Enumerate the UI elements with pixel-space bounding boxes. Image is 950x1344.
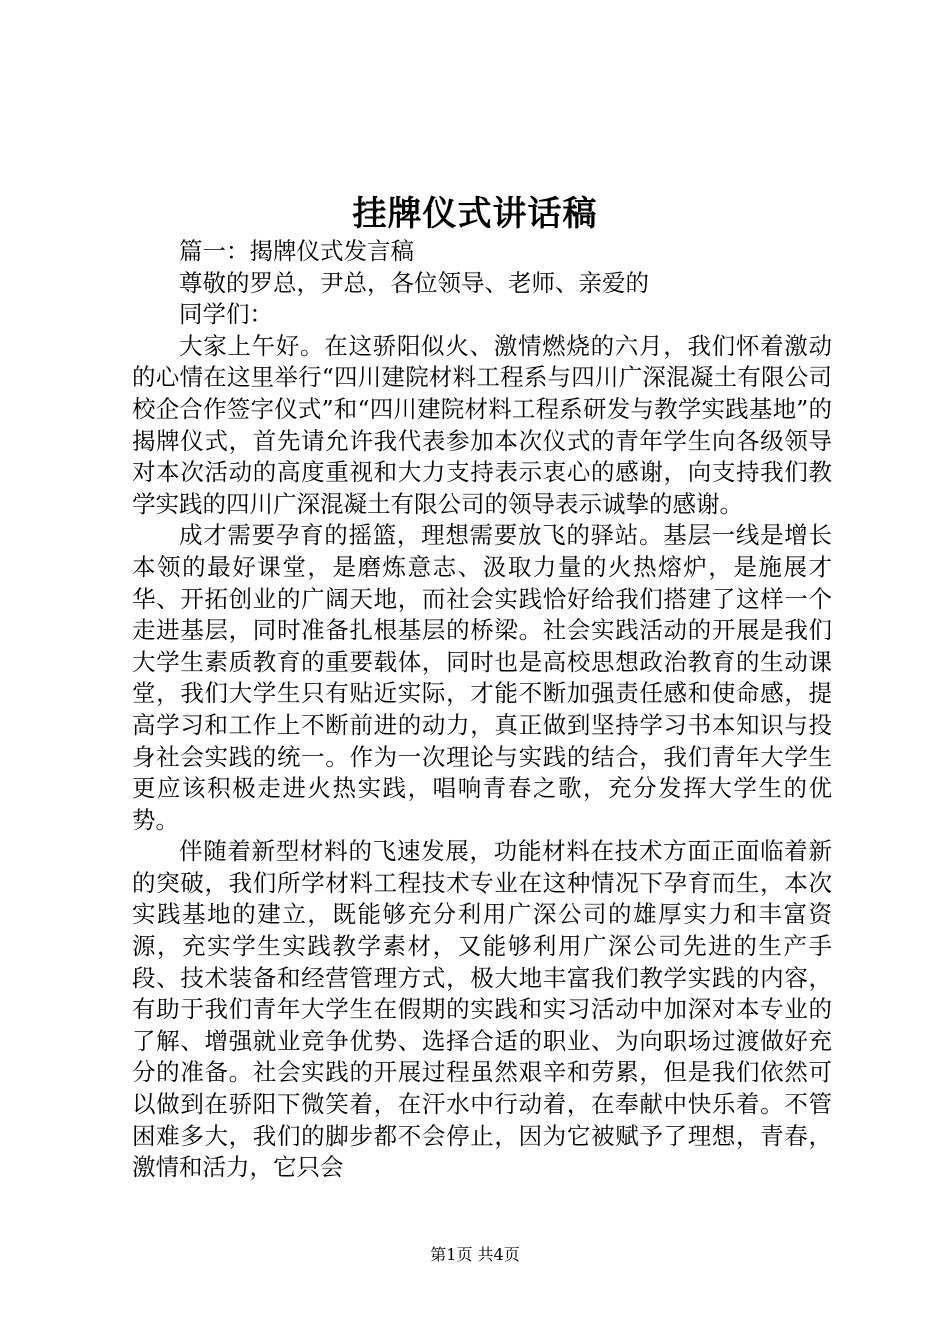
body-paragraph: 大家上午好。在这骄阳似火、激情燃烧的六月，我们怀着激动的心情在这里举行“四川建院材料工程系与四川广深混凝土有限公司校企合作签字仪式”和“四川建院材料工程系研发与教学实践基地”的揭牌仪式，首先请允许我代表参加本次仪式的青年学生向各级领导对本次活动的高度重视和大力支持表示衷心的感谢，向支持我们教学实践的四川广深混凝土有限公司的领导表示诚挚的感谢。 <box>132 331 832 518</box>
salutation-line: 尊敬的罗总，尹总，各位领导、老师、亲爱的 <box>179 268 649 297</box>
page-footer: 第1页 共4页 <box>430 1245 520 1264</box>
body-paragraph: 成才需要孕育的摇篮，理想需要放飞的驿站。基层一线是增长本领的最好课堂，是磨炼意志、汲取力量的火热熔炉，是施展才华、开拓创业的广阔天地，而社会实践恰好给我们搭建了这样一个走进基层，同时准备扎根基层的桥梁。社会实践活动的开展是我们大学生素质教育的重要载体，同时也是高校思想政治教育的生动课堂，我们大学生只有贴近实际，才能不断加强责任感和使命感，提高学习和工作上不断前进的动力，真正做到坚持学习书本知识与投身社会实践的统一。作为一次理论与实践的结合，我们青年大学生更应该积极走进火热实践，唱响青春之歌，充分发挥大学生的优势。 <box>132 521 832 834</box>
body-paragraph: 伴随着新型材料的飞速发展，功能材料在技术方面正面临着新的突破，我们所学材料工程技术专业在这种情况下孕育而生，本次实践基地的建立，既能够充分利用广深公司的雄厚实力和丰富资源，充实学生实践教学素材，又能够利用广深公司先进的生产手段、技术装备和经营管理方式，极大地丰富我们教学实践的内容，有助于我们青年大学生在假期的实践和实习活动中加深对本专业的了解、增强就业竞争优势、选择合适的职业、为向职场过渡做好充分的准备。社会实践的开展过程虽然艰辛和劳累，但是我们依然可以做到在骄阳下微笑着，在汗水中行动着，在奉献中快乐着。不管困难多大，我们的脚步都不会停止，因为它被赋予了理想，青春，激情和活力，它只会 <box>132 837 832 1182</box>
section-heading: 篇一：揭牌仪式发言稿 <box>179 237 414 265</box>
salutation-line: 同学们： <box>179 300 273 329</box>
document-body <box>132 236 832 1184</box>
page-title: 挂牌仪式讲话稿 <box>352 194 598 234</box>
